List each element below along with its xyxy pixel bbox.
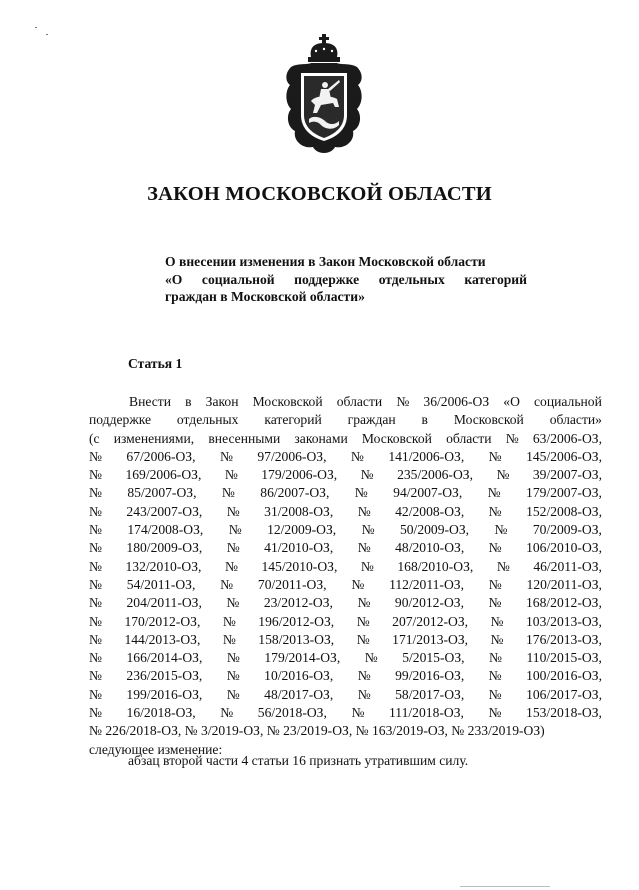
word: «О <box>503 394 520 409</box>
law-number: 145/2006-ОЗ, <box>526 448 602 464</box>
number-sign: № <box>496 467 510 483</box>
subject-word: категорий <box>464 271 527 287</box>
number-sign: № <box>357 540 371 556</box>
law-number: 48/2010-ОЗ, <box>395 540 465 556</box>
law-number: 67/2006-ОЗ, <box>126 448 196 464</box>
body-line-last: № 226/2018-ОЗ, № 3/2019-ОЗ, № 23/2019-ОЗ, № 163/2019-ОЗ, № 233/2019-ОЗ) <box>89 723 545 739</box>
number-sign: № <box>364 650 378 666</box>
number-sign: № <box>224 467 238 483</box>
number-sign: № <box>89 595 102 611</box>
word: № <box>505 430 519 446</box>
number-sign: № <box>356 613 370 629</box>
law-number: 54/2011-ОЗ, <box>126 576 196 592</box>
number-sign: № <box>361 522 375 538</box>
law-number: 111/2018-ОЗ, <box>389 705 464 721</box>
number-sign: № <box>89 540 102 556</box>
law-number: 153/2018-ОЗ, <box>526 705 602 721</box>
law-number: 16/2018-ОЗ, <box>126 705 196 721</box>
number-sign: № <box>222 613 236 629</box>
number-sign: № <box>226 595 240 611</box>
word: Московской <box>453 412 524 428</box>
law-row <box>89 667 602 685</box>
law-row <box>89 484 602 502</box>
law-row <box>89 503 602 521</box>
law-list <box>89 448 602 722</box>
word: отдельных <box>176 412 239 428</box>
word: 63/2006-ОЗ, <box>532 430 602 446</box>
law-row <box>89 704 602 722</box>
law-number: 243/2007-ОЗ, <box>126 503 203 519</box>
law-number: 112/2011-ОЗ, <box>389 576 464 592</box>
number-sign: № <box>360 467 374 483</box>
word: Московской <box>361 430 432 446</box>
number-sign: № <box>351 576 365 592</box>
word: области <box>446 430 492 446</box>
law-number: 103/2013-ОЗ, <box>525 613 602 629</box>
law-row <box>89 558 602 576</box>
word: изменениями, <box>113 430 195 446</box>
law-number: 141/2006-ОЗ, <box>388 448 465 464</box>
word: области» <box>549 412 602 428</box>
law-row <box>89 539 602 557</box>
number-sign: № <box>222 631 236 647</box>
number-sign: № <box>89 522 102 538</box>
number-sign: № <box>89 576 102 592</box>
law-number: 235/2006-ОЗ, <box>397 467 473 483</box>
law-number: 10/2016-ОЗ, <box>264 668 334 684</box>
law-number: 86/2007-ОЗ, <box>260 485 330 501</box>
law-number: 204/2011-ОЗ, <box>126 595 202 611</box>
law-number: 199/2016-ОЗ, <box>126 686 203 702</box>
word: в <box>185 394 192 409</box>
body-line-3 <box>89 430 602 448</box>
number-sign: № <box>226 540 240 556</box>
number-sign: № <box>224 558 238 574</box>
law-number: 120/2011-ОЗ, <box>526 576 602 592</box>
number-sign: № <box>220 576 234 592</box>
law-number: 180/2009-ОЗ, <box>126 540 203 556</box>
amendment-text: абзац второй части 4 статьи 16 признать утратившим силу. <box>128 753 469 768</box>
number-sign: № <box>226 668 240 684</box>
law-number: 106/2017-ОЗ, <box>526 686 602 702</box>
number-sign: № <box>89 503 102 519</box>
subject-word: поддержке <box>294 271 360 287</box>
subject-word: «О <box>165 271 183 287</box>
number-sign: № <box>89 705 102 721</box>
word: социальной <box>534 394 602 409</box>
word: граждан <box>347 412 396 428</box>
law-number: 42/2008-ОЗ, <box>395 503 465 519</box>
law-number: 31/2008-ОЗ, <box>264 503 334 519</box>
law-number: 169/2006-ОЗ, <box>125 467 202 483</box>
law-row <box>89 594 602 612</box>
number-sign: № <box>220 705 234 721</box>
word: в <box>421 412 428 428</box>
number-sign: № <box>494 522 508 538</box>
number-sign: № <box>89 668 102 684</box>
law-row <box>89 631 602 649</box>
number-sign: № <box>89 650 102 666</box>
law-number: 41/2010-ОЗ, <box>264 540 334 556</box>
law-number: 152/2008-ОЗ, <box>526 503 602 519</box>
word: категорий <box>264 412 322 428</box>
body-line-1 <box>89 393 602 411</box>
number-sign: № <box>226 686 240 702</box>
law-number: 106/2010-ОЗ, <box>526 540 602 556</box>
law-number: 144/2013-ОЗ, <box>124 631 201 647</box>
number-sign: № <box>221 485 235 501</box>
number-sign: № <box>357 686 371 702</box>
number-sign: № <box>89 485 102 501</box>
word: законами <box>294 430 348 446</box>
word: Московской <box>252 394 323 409</box>
number-sign: № <box>488 705 502 721</box>
law-number: 56/2018-ОЗ, <box>257 705 327 721</box>
law-number: 100/2016-ОЗ, <box>526 668 602 684</box>
subject-line-3: граждан в Московской области» <box>165 289 365 304</box>
subject-word: отдельных <box>378 271 445 287</box>
number-sign: № <box>490 613 504 629</box>
law-row <box>89 466 602 484</box>
law-row <box>89 686 602 704</box>
word: внесенными <box>208 430 281 446</box>
article-heading: Статья 1 <box>128 356 183 371</box>
word: Внести <box>129 394 171 409</box>
law-number: 99/2016-ОЗ, <box>395 668 465 684</box>
law-number: 58/2017-ОЗ, <box>395 686 465 702</box>
body-line-2 <box>89 411 602 429</box>
law-number: 5/2015-ОЗ, <box>402 650 465 666</box>
law-number: 174/2008-ОЗ, <box>127 522 204 538</box>
number-sign: № <box>357 503 371 519</box>
word: поддержке <box>89 412 152 428</box>
law-number: 132/2010-ОЗ, <box>125 558 202 574</box>
number-sign: № <box>357 595 371 611</box>
number-sign: № <box>488 686 502 702</box>
number-sign: № <box>354 485 368 501</box>
number-sign: № <box>490 631 504 647</box>
number-sign: № <box>360 558 374 574</box>
law-row <box>89 649 602 667</box>
law-number: 207/2012-ОЗ, <box>392 613 469 629</box>
scan-speck <box>46 34 48 35</box>
law-number: 168/2012-ОЗ, <box>525 595 602 611</box>
law-number: 236/2015-ОЗ, <box>126 668 203 684</box>
number-sign: № <box>357 668 371 684</box>
law-number: 70/2011-ОЗ, <box>257 576 327 592</box>
scan-speck <box>35 27 37 28</box>
law-number: 70/2009-ОЗ, <box>532 522 602 538</box>
number-sign: № <box>488 668 502 684</box>
law-row <box>89 521 602 539</box>
subject-line-1: О внесении изменения в Закон Московской области <box>165 254 486 269</box>
number-sign: № <box>89 631 102 647</box>
law-number: 166/2014-ОЗ, <box>126 650 203 666</box>
number-sign: № <box>219 448 233 464</box>
number-sign: № <box>89 558 102 574</box>
law-subject <box>165 253 527 306</box>
number-sign: № <box>350 448 364 464</box>
law-number: 46/2011-ОЗ, <box>533 558 602 574</box>
word: № <box>396 394 410 409</box>
moscow-oblast-coat-of-arms-icon <box>281 33 367 161</box>
law-row <box>89 576 602 594</box>
number-sign: № <box>89 467 102 483</box>
law-number: 179/2006-ОЗ, <box>261 467 338 483</box>
law-number: 12/2009-ОЗ, <box>267 522 337 538</box>
number-sign: № <box>89 686 102 702</box>
number-sign: № <box>351 705 365 721</box>
number-sign: № <box>226 503 240 519</box>
number-sign: № <box>496 558 510 574</box>
law-number: 90/2012-ОЗ, <box>394 595 465 611</box>
law-number: 171/2013-ОЗ, <box>392 631 469 647</box>
law-number: 39/2007-ОЗ, <box>532 467 602 483</box>
number-sign: № <box>488 448 502 464</box>
law-number: 110/2015-ОЗ, <box>526 650 602 666</box>
law-number: 23/2012-ОЗ, <box>263 595 333 611</box>
law-number: 145/2010-ОЗ, <box>261 558 338 574</box>
subject-line-2 <box>165 271 527 289</box>
word: 36/2006-ОЗ <box>423 394 490 409</box>
number-sign: № <box>489 650 503 666</box>
number-sign: № <box>488 540 502 556</box>
law-number: 168/2010-ОЗ, <box>397 558 474 574</box>
number-sign: № <box>228 522 242 538</box>
law-number: 85/2007-ОЗ, <box>127 485 197 501</box>
law-number: 179/2007-ОЗ, <box>526 485 602 501</box>
number-sign: № <box>89 613 102 629</box>
law-number: 97/2006-ОЗ, <box>257 448 327 464</box>
law-row <box>89 448 602 466</box>
number-sign: № <box>488 595 502 611</box>
law-number: 176/2013-ОЗ, <box>525 631 602 647</box>
word: Закон <box>205 394 239 409</box>
law-title: ЗАКОН МОСКОВСКОЙ ОБЛАСТИ <box>147 183 492 205</box>
law-number: 170/2012-ОЗ, <box>124 613 201 629</box>
number-sign: № <box>89 448 102 464</box>
number-sign: № <box>356 631 370 647</box>
law-number: 94/2007-ОЗ, <box>393 485 463 501</box>
word: (с <box>89 430 100 446</box>
article-body <box>89 393 602 759</box>
body-line-final: следующее изменение: <box>89 741 223 757</box>
law-number: 158/2013-ОЗ, <box>258 631 335 647</box>
word: области <box>336 394 383 409</box>
number-sign: № <box>487 485 501 501</box>
law-number: 50/2009-ОЗ, <box>399 522 470 538</box>
law-number: 179/2014-ОЗ, <box>264 650 341 666</box>
law-number: 48/2017-ОЗ, <box>264 686 334 702</box>
scan-edge <box>460 886 550 887</box>
number-sign: № <box>488 503 502 519</box>
law-number: 196/2012-ОЗ, <box>258 613 335 629</box>
law-row <box>89 613 602 631</box>
number-sign: № <box>488 576 502 592</box>
subject-word: социальной <box>201 271 275 287</box>
number-sign: № <box>226 650 240 666</box>
